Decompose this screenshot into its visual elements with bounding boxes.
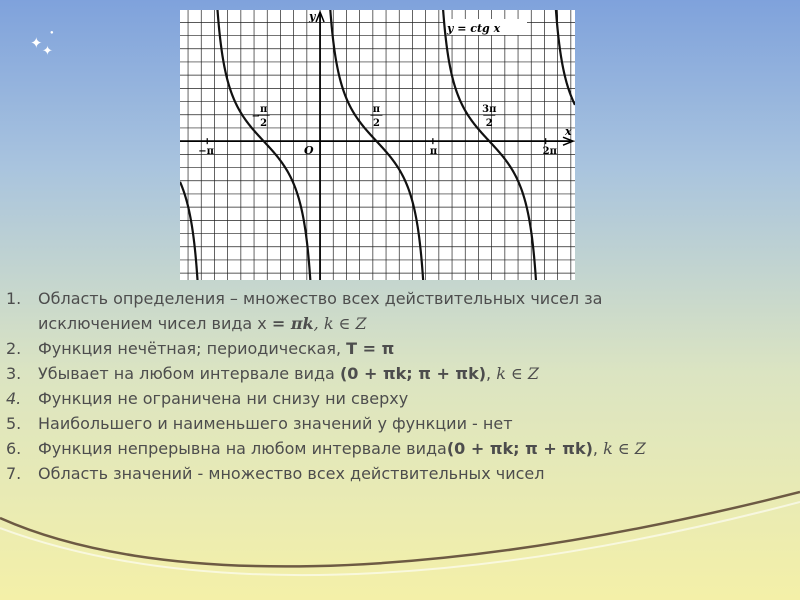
- property-text: [38, 436, 786, 461]
- property-item: [6, 386, 786, 411]
- x-tick-label: −π: [198, 146, 214, 158]
- x-tick-label: π: [429, 146, 438, 158]
- chart-svg: [180, 10, 575, 280]
- property-text: [38, 411, 786, 436]
- property-text-segment: Наибольшего и наименьшего значений у функции - нет: [38, 414, 513, 433]
- x-tick-label-numerator: π: [372, 104, 381, 116]
- property-text-segment: ,: [486, 364, 497, 383]
- property-text-segment: исключением чисел вида х: [38, 314, 272, 333]
- sparkle-icon: ✦ ✦ ●: [30, 30, 54, 58]
- property-item: [6, 436, 786, 461]
- x-tick-label-sign: −: [251, 111, 261, 123]
- cotangent-branch: [208, 10, 319, 280]
- property-text-segment: Убывает на любом интервале вида: [38, 364, 340, 383]
- x-tick-label-numerator: π: [259, 104, 268, 116]
- x-tick-label: 2π: [542, 146, 557, 158]
- property-text-segment: k ∈ Z: [496, 364, 540, 383]
- cotangent-branch: [434, 10, 545, 280]
- property-item: [6, 411, 786, 436]
- x-tick-label-denominator: 2: [372, 118, 380, 130]
- property-item: [6, 336, 786, 361]
- property-number: 7.: [6, 464, 22, 483]
- property-text-segment: (0 + πk; π + πk): [446, 439, 593, 458]
- property-text: [38, 361, 786, 386]
- origin-label: O: [304, 144, 314, 158]
- property-text-segment: , k ∈ Z: [313, 314, 367, 333]
- property-number: 5.: [6, 414, 22, 433]
- property-text-segment: ,: [592, 439, 604, 458]
- property-text-segment: T = π: [346, 339, 395, 358]
- x-tick-label-numerator: 3π: [482, 104, 497, 116]
- property-number: 2.: [6, 339, 22, 358]
- property-text-segment: (0 + πk; π + πk): [339, 364, 487, 383]
- y-axis-label: y: [309, 10, 316, 23]
- property-text-continuation: [6, 311, 786, 336]
- property-text-segment: Функция не ограничена ни снизу ни сверху: [38, 389, 409, 408]
- cotangent-branch: [180, 182, 206, 280]
- property-number: 1.: [6, 289, 22, 308]
- property-number: 3.: [6, 364, 22, 383]
- property-text: [38, 336, 786, 361]
- property-item: [6, 361, 786, 386]
- property-text-segment: Функция непрерывна на любом интервале вида: [38, 439, 447, 458]
- properties-list: [6, 286, 786, 486]
- x-axis-label: x: [565, 125, 572, 139]
- x-tick-label-denominator: 2: [485, 118, 493, 130]
- x-tick-label-denominator: 2: [260, 118, 268, 130]
- decorative-wave: [0, 490, 800, 600]
- property-text-segment: Область значений - множество всех действительных чисел: [38, 464, 545, 483]
- property-text: [38, 286, 786, 311]
- property-text-segment: Область определения – множество всех действительных чисел за: [38, 289, 603, 308]
- cotangent-branch: [321, 10, 432, 280]
- property-text: [38, 461, 786, 486]
- property-number: 6.: [6, 439, 22, 458]
- property-text-segment: Функция нечётная; периодическая,: [38, 339, 347, 358]
- property-item: [6, 286, 786, 311]
- property-number: 4.: [6, 389, 22, 408]
- property-text: [38, 386, 786, 411]
- chart-title: y = ctg x: [447, 22, 501, 35]
- property-item: [6, 461, 786, 486]
- property-text-segment: k ∈ Z: [603, 439, 646, 458]
- property-text-segment: = πk: [271, 314, 314, 333]
- cotangent-chart: [180, 10, 575, 280]
